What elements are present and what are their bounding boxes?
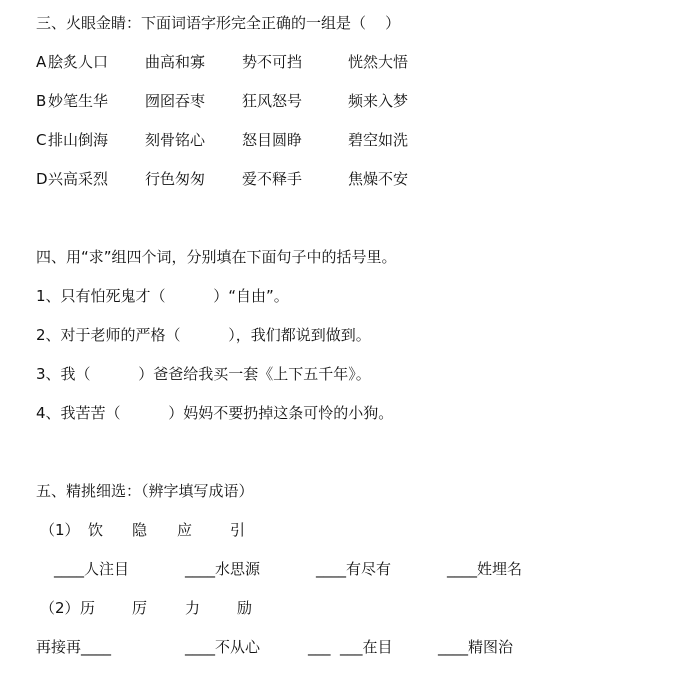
group-label: （1） (40, 521, 80, 539)
option-row-a (0, 52, 689, 72)
sentence-4: 4、我苦苦（ ）妈妈不要扔掉这条可怜的小狗。 (36, 404, 394, 422)
idiom-blank: ___ ___在目 (308, 638, 393, 656)
option-row-b (0, 91, 689, 111)
choice-char: 励 (237, 599, 253, 617)
group-label: （2） (40, 599, 80, 617)
choice-char: 历 (80, 599, 96, 617)
option-word: 行色匆匆 (145, 170, 206, 188)
option-word: 狂风怒号 (242, 92, 303, 110)
idiom-blank: ____精图治 (438, 638, 514, 656)
option-word: 怒目圆睁 (242, 131, 303, 149)
option-word: 兴高采烈 (48, 170, 109, 188)
choice-char: 力 (185, 599, 201, 617)
option-word: 碧空如洗 (348, 131, 409, 149)
group1-chars-row (0, 520, 689, 540)
option-word: 脍炙人口 (48, 53, 109, 71)
option-word: 排山倒海 (48, 131, 109, 149)
choice-char: 引 (230, 521, 246, 539)
group2-blanks-row (0, 637, 689, 657)
choice-char: 厉 (132, 599, 148, 617)
section4-title: 四、用“求”组四个词，分别填在下面句子中的括号里。 (36, 248, 397, 266)
option-word: 爱不释手 (242, 170, 303, 188)
sentence-3: 3、我（ ）爸爸给我买一套《上下五千年》。 (36, 365, 371, 383)
option-word: 囫囵吞枣 (145, 92, 206, 110)
option-row-d (0, 169, 689, 189)
choice-char: 隐 (132, 521, 148, 539)
option-label: D (36, 170, 48, 188)
choice-char: 饮 (88, 521, 104, 539)
option-word: 势不可挡 (242, 53, 303, 71)
idiom-blank: ____人注目 (54, 560, 130, 578)
group1-blanks-row (0, 559, 689, 579)
sentence-2: 2、对于老师的严格（ ），我们都说到做到。 (36, 326, 371, 344)
group2-chars-row (0, 598, 689, 618)
option-label: B (36, 92, 47, 110)
option-word: 恍然大悟 (348, 53, 409, 71)
option-word: 曲高和寡 (145, 53, 206, 71)
sentence-1: 1、只有怕死鬼才（ ）“自由”。 (36, 287, 289, 305)
idiom-blank: ____不从心 (185, 638, 261, 656)
option-label: A (36, 53, 47, 71)
idiom-blank: 再接再____ (36, 638, 112, 656)
option-word: 妙笔生华 (48, 92, 109, 110)
idiom-blank: ____姓埋名 (447, 560, 523, 578)
option-label: C (36, 131, 47, 149)
section3-title: 三、火眼金睛：下面词语字形完全正确的一组是（ ） (36, 14, 401, 32)
option-word: 焦燥不安 (348, 170, 409, 188)
section5-title: 五、精挑细选：（辨字填写成语） (36, 482, 254, 500)
option-word: 刻骨铭心 (145, 131, 206, 149)
choice-char: 应 (177, 521, 193, 539)
option-row-c (0, 130, 689, 150)
idiom-blank: ____有尽有 (316, 560, 392, 578)
idiom-blank: ____水思源 (185, 560, 261, 578)
option-word: 频来入梦 (348, 92, 409, 110)
